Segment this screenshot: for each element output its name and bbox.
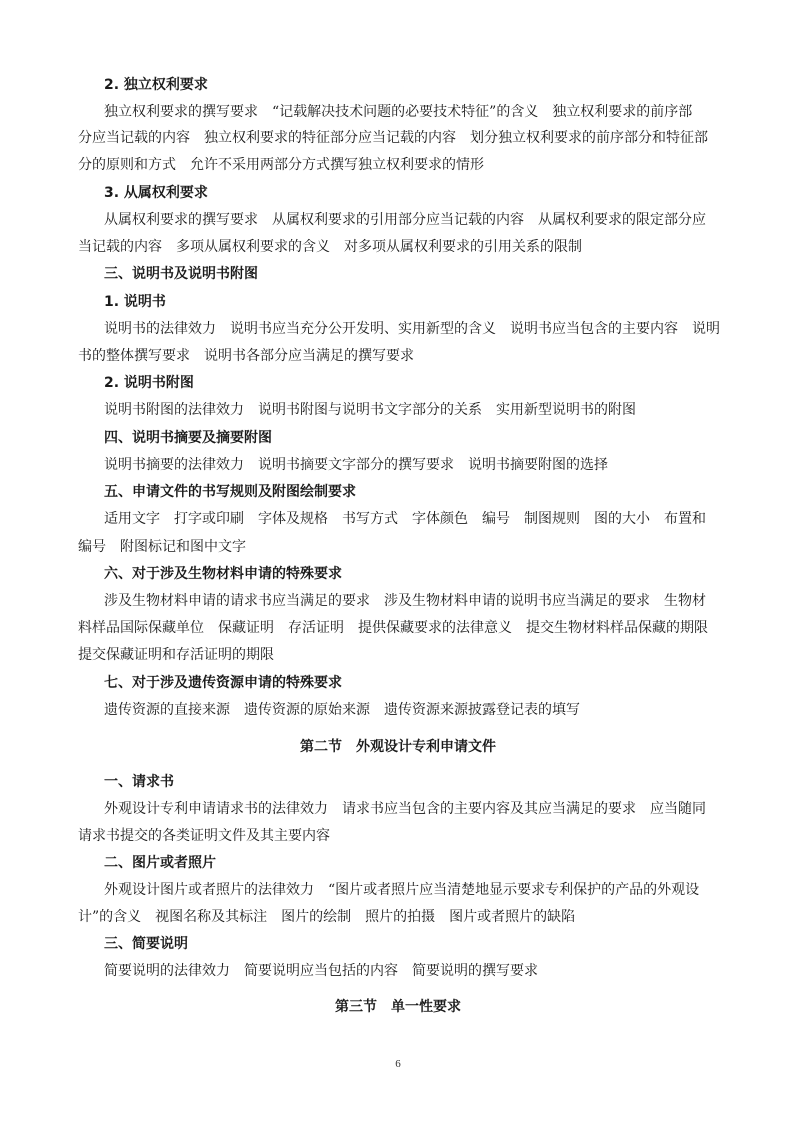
body-line: 遗传资源的直接来源 遗传资源的原始来源 遗传资源来源披露登记表的填写 xyxy=(104,702,580,718)
body-line: 分应当记载的内容 独立权利要求的特征部分应当记载的内容 划分独立权利要求的前序部分和特征部 xyxy=(78,130,708,146)
body-line: 提交保藏证明和存活证明的期限 xyxy=(78,647,274,663)
heading: 3. 从属权利要求 xyxy=(104,185,208,201)
body-line: 编号 附图标记和图中文字 xyxy=(78,539,246,555)
body-line: 书的整体撰写要求 说明书各部分应当满足的撰写要求 xyxy=(78,348,414,364)
heading: 四、说明书摘要及摘要附图 xyxy=(104,430,272,446)
body-line: 料样品国际保藏单位 保藏证明 存活证明 提供保藏要求的法律意义 提交生物材料样品保藏的期限 xyxy=(78,620,708,636)
body-line: 计”的含义 视图名称及其标注 图片的绘制 照片的拍摄 图片或者照片的缺陷 xyxy=(78,909,576,925)
heading: 二、图片或者照片 xyxy=(104,855,216,871)
body-line: 请求书提交的各类证明文件及其主要内容 xyxy=(78,828,330,844)
section-title: 第二节 外观设计专利申请文件 xyxy=(300,739,496,755)
heading: 1. 说明书 xyxy=(104,294,166,310)
body-line: 涉及生物材料申请的请求书应当满足的要求 涉及生物材料申请的说明书应当满足的要求 生物材 xyxy=(104,593,706,609)
body-line: 分的原则和方式 允许不采用两部分方式撰写独立权利要求的情形 xyxy=(78,157,484,173)
body-line: 从属权利要求的撰写要求 从属权利要求的引用部分应当记载的内容 从属权利要求的限定部分应 xyxy=(104,212,706,228)
heading: 三、说明书及说明书附图 xyxy=(104,266,258,282)
body-line: 独立权利要求的撰写要求 “记载解决技术问题的必要技术特征”的含义 独立权利要求的前序部 xyxy=(104,104,693,120)
heading: 六、对于涉及生物材料申请的特殊要求 xyxy=(104,566,342,582)
heading: 2. 说明书附图 xyxy=(104,375,194,391)
heading: 一、请求书 xyxy=(104,774,174,790)
body-line: 当记载的内容 多项从属权利要求的含义 对多项从属权利要求的引用关系的限制 xyxy=(78,239,582,255)
body-line: 简要说明的法律效力 简要说明应当包括的内容 简要说明的撰写要求 xyxy=(104,963,538,979)
section-title: 第三节 单一性要求 xyxy=(335,999,461,1015)
heading: 七、对于涉及遗传资源申请的特殊要求 xyxy=(104,675,342,691)
body-line: 外观设计图片或者照片的法律效力 “图片或者照片应当清楚地显示要求专利保护的产品的外观设 xyxy=(104,882,700,898)
body-line: 外观设计专利申请请求书的法律效力 请求书应当包含的主要内容及其应当满足的要求 应当随同 xyxy=(104,801,706,817)
body-line: 说明书摘要的法律效力 说明书摘要文字部分的撰写要求 说明书摘要附图的选择 xyxy=(104,457,608,473)
body-line: 说明书的法律效力 说明书应当充分公开发明、实用新型的含义 说明书应当包含的主要内容 说明 xyxy=(104,321,720,337)
heading: 五、申请文件的书写规则及附图绘制要求 xyxy=(104,484,356,500)
heading: 三、简要说明 xyxy=(104,936,188,952)
page-number: 6 xyxy=(395,1058,401,1070)
body-line: 说明书附图的法律效力 说明书附图与说明书文字部分的关系 实用新型说明书的附图 xyxy=(104,402,636,418)
body-line: 适用文字 打字或印刷 字体及规格 书写方式 字体颜色 编号 制图规则 图的大小 布置和 xyxy=(104,511,706,527)
heading: 2. 独立权利要求 xyxy=(104,77,208,93)
